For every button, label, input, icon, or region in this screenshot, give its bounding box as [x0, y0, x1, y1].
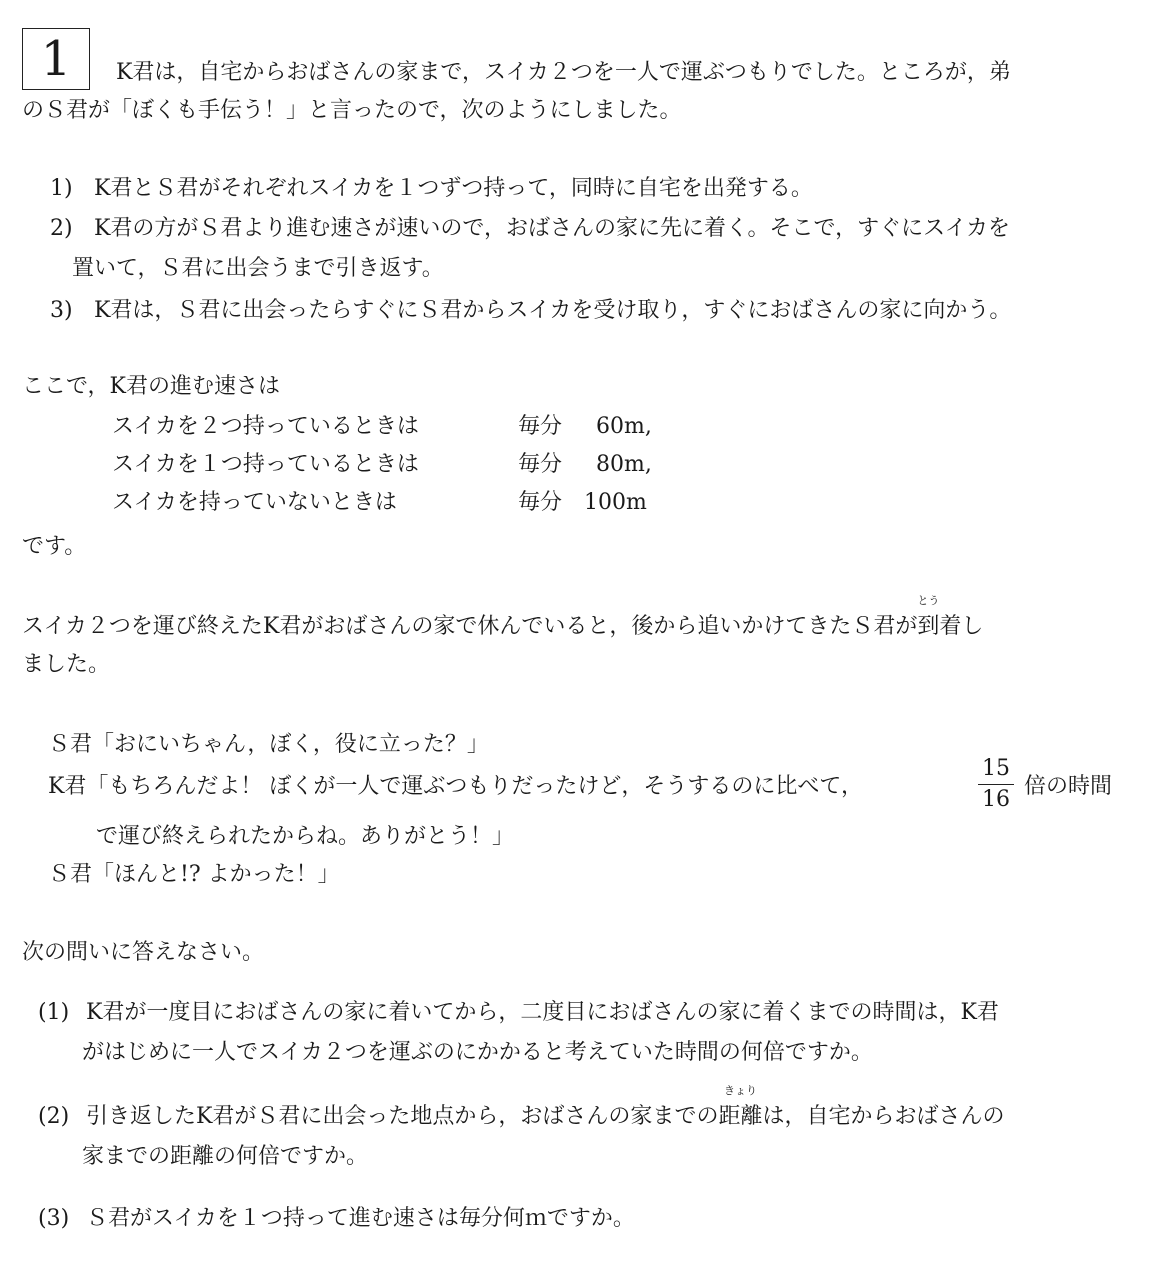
dialogue-k-line-2: で運び終えられたからね。ありがとう！」 — [96, 824, 515, 849]
fraction-bar — [978, 784, 1014, 785]
speed-row-2-label: スイカを１つ持っているときは — [112, 452, 419, 477]
step-2-text-2: 置いて，Ｓ君に出会うまで引き返す。 — [72, 256, 444, 281]
question-1-line-2: がはじめに一人でスイカ２つを運ぶのにかかると考えていた時間の何倍ですか。 — [82, 1040, 873, 1065]
question-1-num: (1) — [38, 1000, 70, 1025]
dialogue-k-after: 倍の時間 — [1024, 774, 1113, 799]
speeds-outro: です。 — [22, 534, 87, 559]
step-3-text: K君は，Ｓ君に出会ったらすぐにＳ君からスイカを受け取り，すぐにおばさんの家に向かう。 — [94, 298, 1012, 323]
fraction-denominator: 16 — [982, 787, 1010, 812]
story-line-1 — [22, 594, 984, 642]
problem-number-box: 1 — [22, 28, 90, 90]
story-line-2: ました。 — [22, 652, 111, 677]
speed-row-1-unit: 毎分 — [518, 414, 563, 439]
intro-line-1: K君は，自宅からおばさんの家まで，スイカ２つを一人で運ぶつもりでした。ところが，弟 — [116, 60, 1011, 85]
story-line-1-after: 着し — [939, 614, 984, 639]
question-2-num: (2) — [38, 1104, 70, 1129]
step-3-num: 3) — [50, 298, 73, 323]
question-2-before: 引き返したK君がＳ君に出会った地点から，おばさんの家までの — [86, 1104, 719, 1129]
ruby-kyori-reading: きょり — [723, 1084, 757, 1097]
question-2-line-2: 家までの距離の何倍ですか。 — [82, 1144, 369, 1169]
speed-row-3-label: スイカを持っていないときは — [112, 490, 397, 515]
fraction-15-16 — [978, 756, 1014, 813]
ruby-kyori — [718, 1084, 763, 1132]
story-line-1-before: スイカ２つを運び終えたK君がおばさんの家で休んでいると，後から追いかけてきたＳ君が — [22, 614, 918, 639]
questions-intro: 次の問いに答えなさい。 — [22, 940, 265, 965]
step-2-text-1: K君の方がＳ君より進む速さが速いので，おばさんの家に先に着く。そこで，すぐにスイカを — [94, 216, 1011, 241]
speed-row-2-value: 80m, — [596, 452, 652, 477]
speed-row-1-label: スイカを２つ持っているときは — [112, 414, 419, 439]
dialogue-s2: Ｓ君「ほんと!? よかった！」 — [48, 862, 340, 887]
ruby-to-reading: とう — [917, 594, 940, 607]
ruby-kyori-base: 距離 — [718, 1104, 763, 1129]
step-2-num: 2) — [50, 216, 73, 241]
question-3-line-1: Ｓ君がスイカを１つ持って進む速さは毎分何ｍですか。 — [86, 1206, 635, 1231]
question-2-after: は，自宅からおばさんの — [762, 1104, 1005, 1129]
ruby-to — [917, 594, 940, 642]
ruby-to-base: 到 — [917, 614, 940, 639]
dialogue-k-before: K君「もちろんだよ！ ぼくが一人で運ぶつもりだったけど，そうするのに比べて， — [48, 774, 863, 799]
step-1-text: K君とＳ君がそれぞれスイカを１つずつ持って，同時に自宅を出発する。 — [94, 176, 813, 201]
fraction-numerator: 15 — [982, 756, 1010, 781]
speed-row-2-unit: 毎分 — [518, 452, 563, 477]
intro-line-2: のＳ君が「ぼくも手伝う！」と言ったので，次のようにしました。 — [22, 98, 682, 123]
question-1-line-1: K君が一度目におばさんの家に着いてから，二度目におばさんの家に着くまでの時間は，K君 — [86, 1000, 999, 1025]
step-1-num: 1) — [50, 176, 73, 201]
speed-row-3-value: 100m — [584, 490, 647, 515]
speed-row-1-value: 60m, — [596, 414, 652, 439]
speeds-intro: ここで，K君の進む速さは — [22, 374, 280, 399]
question-2-line-1 — [86, 1084, 1005, 1132]
question-3-num: (3) — [38, 1206, 70, 1231]
speed-row-3-unit: 毎分 — [518, 490, 563, 515]
dialogue-s1: Ｓ君「おにいちゃん，ぼく，役に立った？」 — [48, 732, 489, 757]
